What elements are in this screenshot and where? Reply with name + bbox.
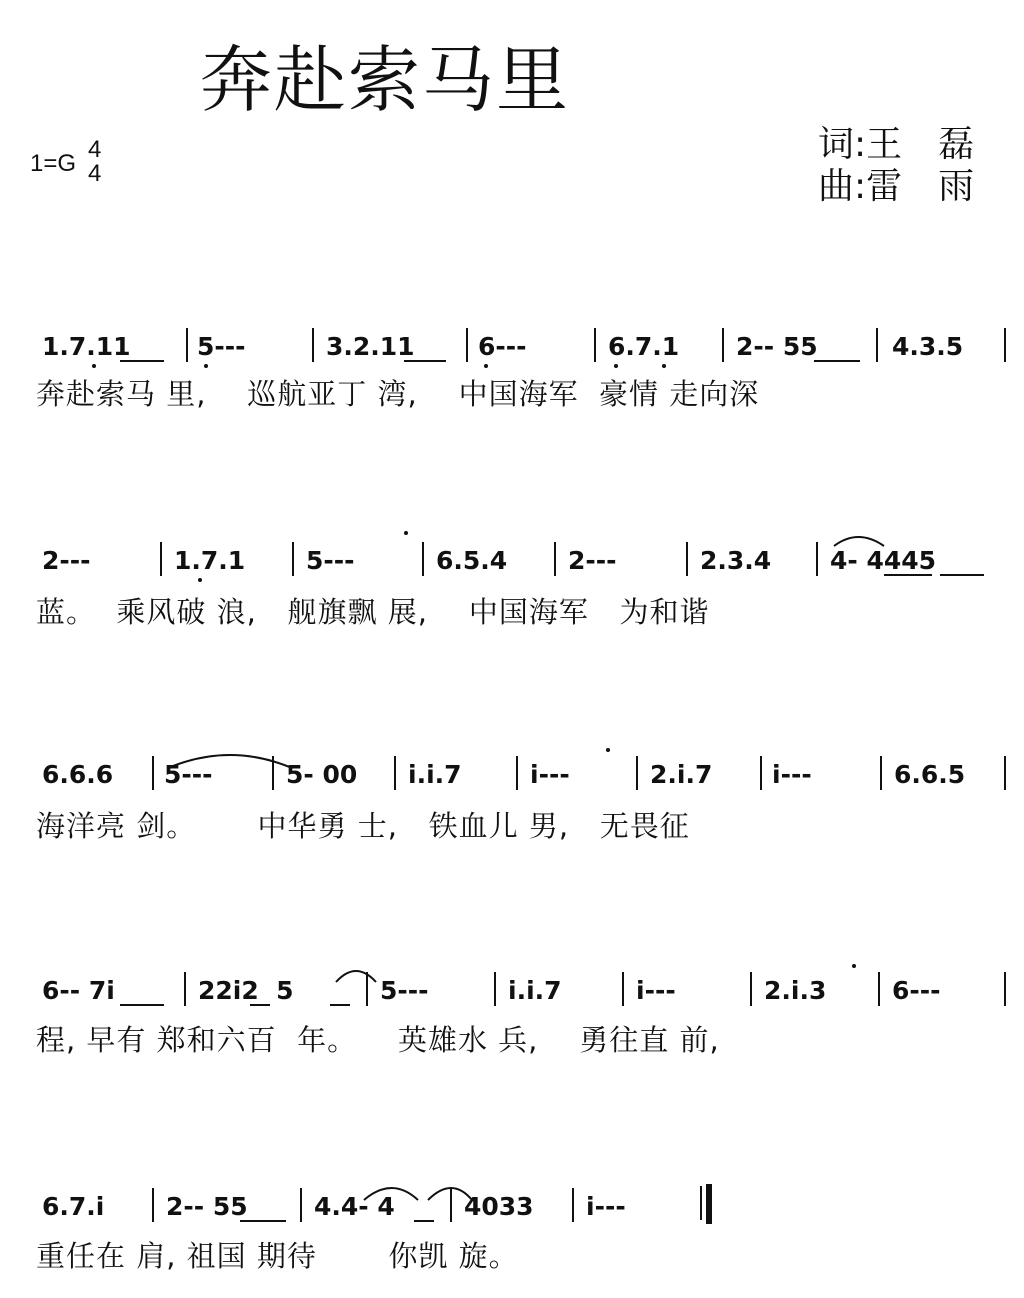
low-octave-dot	[204, 364, 208, 368]
key-label: 1=G	[30, 150, 77, 177]
measure: 2.i.3	[764, 976, 827, 1005]
tie-mark	[834, 537, 884, 546]
tie-mark	[168, 755, 292, 768]
high-octave-dot	[404, 531, 408, 535]
time-sig-bottom: 4	[88, 160, 102, 187]
measure: i---	[530, 760, 570, 789]
measure: 1.7.1	[174, 546, 246, 575]
composer-credit: 曲:雷 雨	[818, 166, 975, 207]
measure: 3.2.11	[326, 332, 415, 361]
low-octave-dot	[614, 364, 618, 368]
measure: 5- 00	[286, 760, 358, 789]
lyrics-line-1: 奔赴索马 里, 巡航亚丁 湾, 中国海军 豪情 走向深	[36, 377, 760, 411]
measure: 6.6.6	[42, 760, 114, 789]
measure: 2-- 55	[166, 1192, 248, 1221]
measure: i---	[586, 1192, 626, 1221]
measure: 6---	[478, 332, 527, 361]
tie-mark	[428, 1188, 472, 1200]
measure: i---	[636, 976, 676, 1005]
measure: 5---	[164, 760, 213, 789]
measure: 2---	[568, 546, 617, 575]
measure: 6.7.i	[42, 1192, 105, 1221]
song-title: 奔赴索马里	[199, 38, 570, 122]
measure: 2.i.7	[650, 760, 713, 789]
lyrics-line-3: 海洋亮 剑。 中华勇 士, 铁血儿 男, 无畏征	[36, 809, 690, 843]
tie-mark	[336, 971, 376, 982]
measure: 4033	[464, 1192, 534, 1221]
low-octave-dot	[198, 578, 202, 582]
measure: 5---	[306, 546, 355, 575]
low-octave-dot	[662, 364, 666, 368]
lyricist-credit: 词:王 磊	[818, 124, 975, 165]
low-octave-dot	[484, 364, 488, 368]
measure: 5---	[380, 976, 429, 1005]
measure: 6---	[892, 976, 941, 1005]
measure: 2---	[42, 546, 91, 575]
measure: i---	[772, 760, 812, 789]
measure: 4.4- 4	[314, 1192, 395, 1221]
measure: 6.7.1	[608, 332, 680, 361]
lyrics-line-5: 重任在 肩, 祖国 期待 你凯 旋。	[36, 1239, 519, 1273]
measure: i.i.7	[408, 760, 462, 789]
time-sig-top: 4	[88, 136, 102, 163]
measure: i.i.7	[508, 976, 562, 1005]
measure: 6.6.5	[894, 760, 966, 789]
measure: 2-- 55	[736, 332, 818, 361]
high-octave-dot	[606, 748, 610, 752]
measure: 22i2 5	[198, 976, 294, 1005]
measure: 1.7.11	[42, 332, 131, 361]
low-octave-dot	[92, 364, 96, 368]
measure: 4- 4445	[830, 546, 937, 575]
tie-mark	[364, 1188, 418, 1200]
lyrics-line-2: 蓝。 乘风破 浪, 舰旗飘 展, 中国海军 为和谐	[36, 595, 710, 629]
measure: 4.3.5	[892, 332, 964, 361]
lyrics-line-4: 程, 早有 郑和六百 年。 英雄水 兵, 勇往直 前,	[36, 1023, 720, 1057]
measure: 6.5.4	[436, 546, 508, 575]
measure: 2.3.4	[700, 546, 772, 575]
measure: 6-- 7i	[42, 976, 115, 1005]
measure: 5---	[197, 332, 246, 361]
high-octave-dot	[852, 964, 856, 968]
